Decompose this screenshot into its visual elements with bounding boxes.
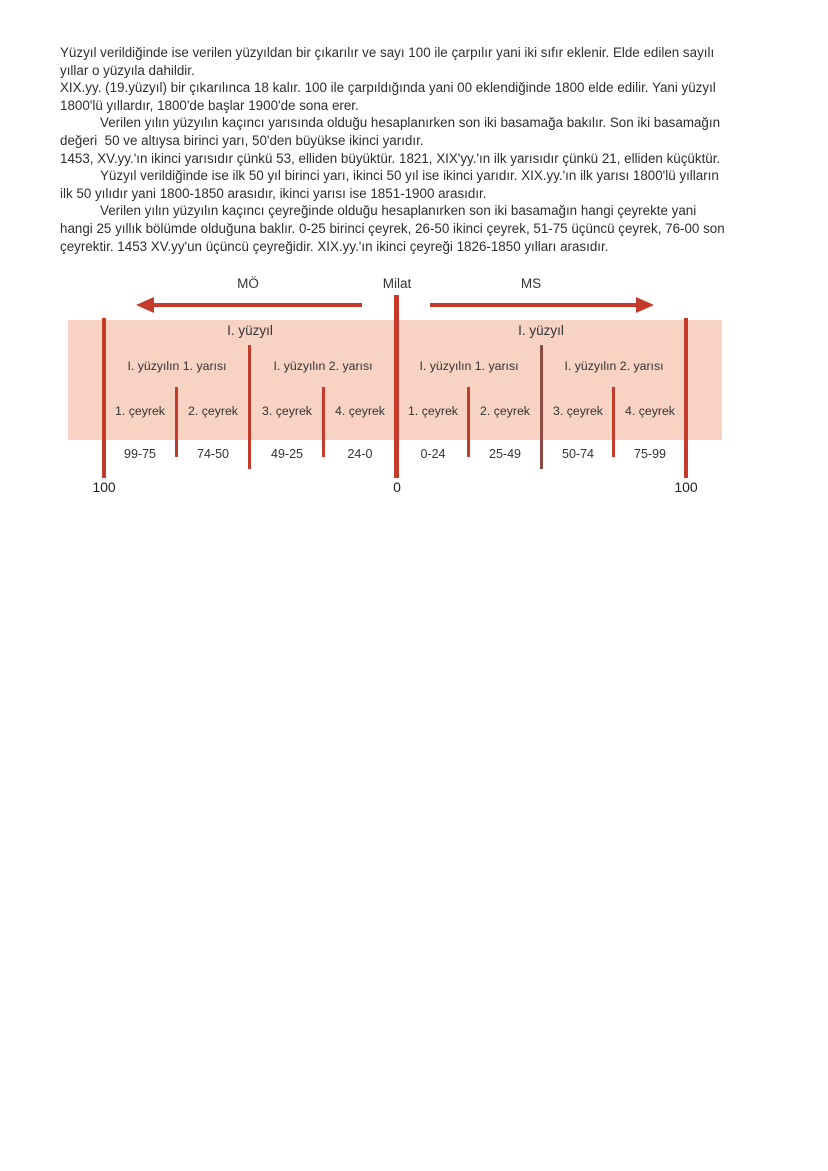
text-line: XIX.yy. (19.yüzyıl) bir çıkarılınca 18 kalır. 100 ile çarpıldığında yani 00 eklendiğinde 1800 elde edilir. Yani yüzyıl — [60, 80, 716, 96]
quarter-label: 2. çeyrek — [188, 404, 238, 418]
century-label-right: I. yüzyıl — [518, 323, 564, 338]
range-label: 49-25 — [271, 447, 303, 461]
quarter-label: 1. çeyrek — [115, 404, 165, 418]
range-label: 75-99 — [634, 447, 666, 461]
half-label: I. yüzyılın 1. yarısı — [127, 359, 227, 373]
era-label-milat: Milat — [382, 276, 412, 291]
axis-label-right-100: 100 — [674, 479, 698, 495]
range-label: 0-24 — [420, 447, 446, 461]
text-line: değeri 50 ve altıysa birinci yarı, 50'den büyükse ikinci yarıdır. — [60, 132, 424, 148]
ad-arrow-shaft — [430, 303, 638, 307]
quarter-label: 3. çeyrek — [262, 404, 312, 418]
timeline-diagram — [0, 0, 828, 520]
text-line: ilk 50 yılıdır yani 1800-1850 arasıdır, ikinci yarısı ise 1851-1900 arasıdır. — [60, 185, 487, 201]
text-line: hangi 25 yıllık bölümde olduğuna baklır. 0-25 birinci çeyrek, 26-50 ikinci çeyrek, 51-75 üçüncü çeyrek, 76-00 son — [60, 220, 725, 236]
quarter-label: 4. çeyrek — [335, 404, 385, 418]
text-line: Verilen yılın yüzyılın kaçıncı çeyreğinde olduğu hesaplanırken son iki basamağın hangi çeyrekte yani — [100, 203, 697, 219]
range-label: 99-75 — [124, 447, 156, 461]
range-label: 25-49 — [489, 447, 521, 461]
range-label: 74-50 — [197, 447, 229, 461]
half-label: I. yüzyılın 2. yarısı — [564, 359, 664, 373]
text-line: Yüzyıl verildiğinde ise verilen yüzyıldan bir çıkarılır ve sayı 100 ile çarpılır yani iki sıfır eklenir. Elde edilen sayılı — [60, 45, 715, 60]
century-label-left: I. yüzyıl — [227, 323, 273, 338]
range-label: 50-74 — [562, 447, 594, 461]
quarter-label: 1. çeyrek — [408, 404, 458, 418]
range-label: 24-0 — [347, 447, 373, 461]
half-label: I. yüzyılın 2. yarısı — [273, 359, 373, 373]
text-line: Verilen yılın yüzyılın kaçıncı yarısında olduğu hesaplanırken son iki basamağa bakılır. Son iki basamağın — [100, 115, 721, 131]
text-line: Yüzyıl verildiğinde ise ilk 50 yıl birinci yarı, ikinci 50 yıl ise ikinci yarıdır. XIX.yy.'ın ilk yarısı 1800'lü yılların — [100, 168, 719, 184]
text-line: 1800'lü yıllardır, 1800'de başlar 1900'de sona erer. — [60, 97, 359, 113]
era-label-bc: MÖ — [237, 276, 259, 291]
axis-label-zero: 0 — [393, 479, 401, 495]
quarter-label: 2. çeyrek — [480, 404, 530, 418]
half-label: I. yüzyılın 1. yarısı — [419, 359, 519, 373]
text-line: yıllar o yüzyıla dahildir. — [60, 62, 195, 78]
text-line: 1453, XV.yy.'ın ikinci yarısıdır çünkü 53, elliden büyüktür. 1821, XIX'yy.'ın ilk yarısıdır çünkü 21, elliden küçüktür. — [60, 150, 721, 166]
era-label-ad: MS — [520, 276, 542, 291]
quarter-label: 3. çeyrek — [553, 404, 603, 418]
text-line: çeyrektir. 1453 XV.yy'un üçüncü çeyreğidir. XIX.yy.'ın ikinci çeyreği 1826-1850 yılları arasıdır. — [60, 238, 609, 254]
bc-arrow-shaft — [152, 303, 362, 307]
ad-arrow-head-icon — [636, 297, 654, 313]
quarter-label: 4. çeyrek — [625, 404, 675, 418]
axis-label-left-100: 100 — [92, 479, 116, 495]
